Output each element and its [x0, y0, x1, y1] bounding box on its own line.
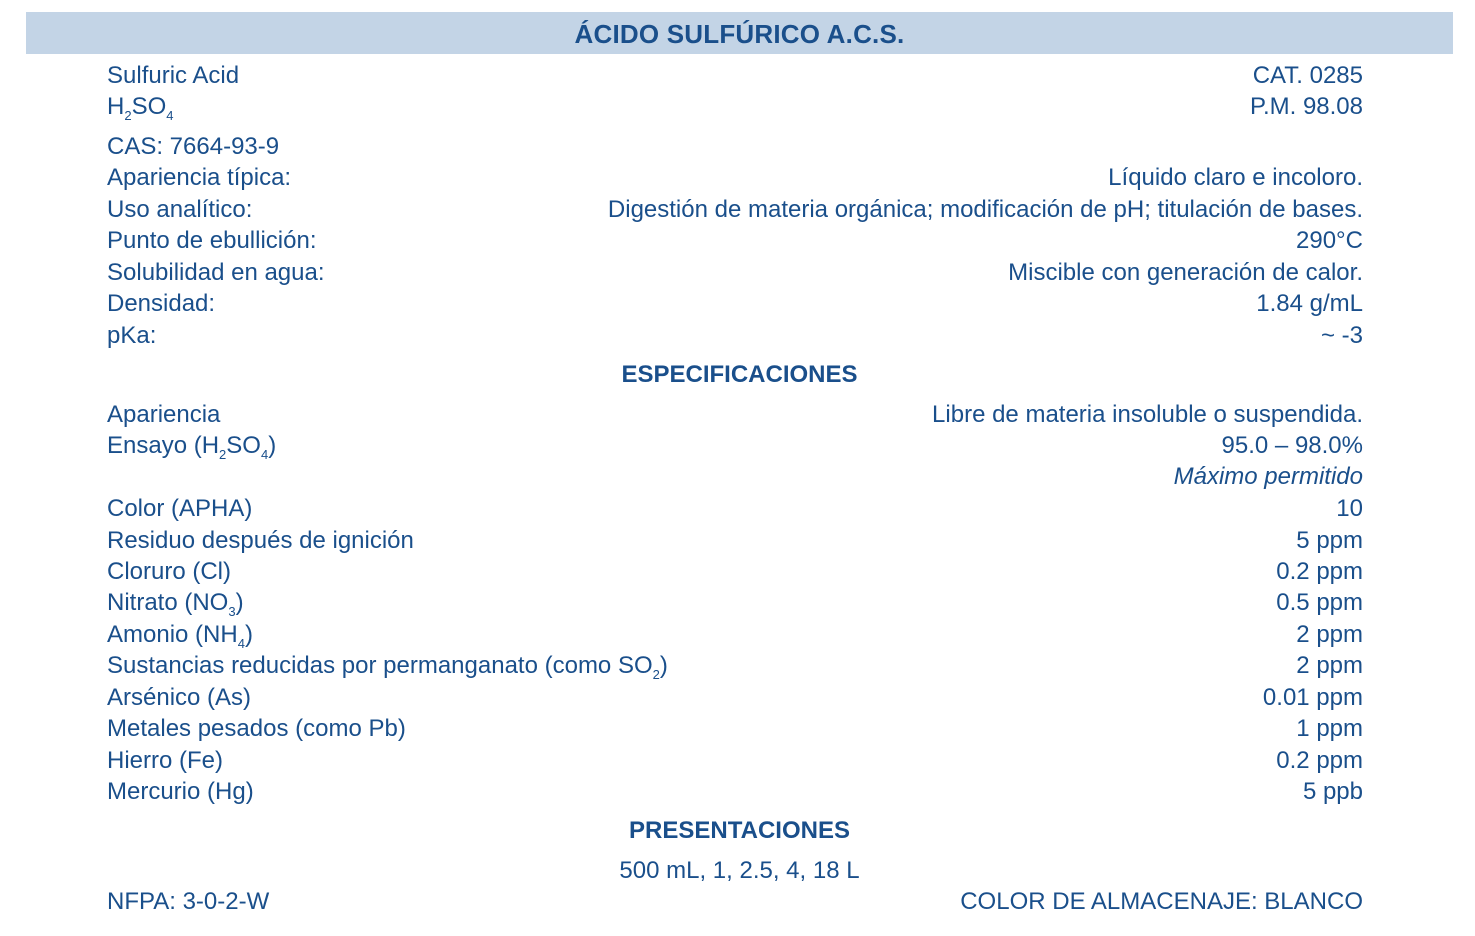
property-label: Solubilidad en agua: — [107, 259, 325, 286]
property-value: ~ -3 — [1320, 322, 1363, 349]
spec-row — [107, 556, 1363, 587]
spec-label: Apariencia — [107, 401, 221, 428]
property-label: Uso analítico: — [107, 196, 253, 223]
spec-row — [107, 650, 1363, 681]
max-permitted-note: Máximo permitido — [1173, 463, 1363, 490]
property-value: Miscible con generación de calor. — [1008, 259, 1363, 286]
property-label: Apariencia típica: — [107, 164, 292, 191]
presentation-sizes: 500 mL, 1, 2.5, 4, 18 L — [619, 857, 860, 884]
spec-value: 0.2 ppm — [1276, 558, 1363, 585]
property-row — [107, 194, 1363, 225]
spec-value: 2 ppm — [1296, 652, 1363, 679]
info-row-formula — [107, 91, 1363, 122]
spec-row — [107, 587, 1363, 618]
molecular-weight: P.M. 98.08 — [1250, 93, 1363, 120]
spec-row — [107, 619, 1363, 650]
spec-value: 0.2 ppm — [1276, 747, 1363, 774]
spec-label: Color (APHA) — [107, 495, 253, 522]
cas-number: CAS: 7664-93-9 — [107, 133, 280, 160]
property-row — [107, 320, 1363, 351]
property-row — [107, 288, 1363, 319]
nfpa-rating: NFPA: 3-0-2-W — [107, 888, 270, 915]
property-value: Digestión de materia orgánica; modificación de pH; titulación de bases. — [607, 196, 1363, 223]
property-label: pKa: — [107, 322, 157, 349]
spec-label: Mercurio (Hg) — [107, 778, 254, 805]
spec-row — [107, 493, 1363, 524]
max-permitted-row — [107, 461, 1363, 492]
spec-value: Libre de materia insoluble o suspendida. — [932, 401, 1363, 428]
spec-label: Ensayo $(H_2SO_4)$ — [107, 432, 277, 462]
property-value: 1.84 g/mL — [1256, 290, 1363, 317]
spec-label: Arsénico (As) — [107, 684, 252, 711]
catalog-number: CAT. 0285 — [1252, 62, 1363, 89]
spec-value: 1 ppm — [1296, 715, 1363, 742]
spec-value: 0.01 ppm — [1262, 684, 1363, 711]
spec-label: Amonio $(NH_4)$ — [107, 621, 253, 651]
spec-row-appearance — [107, 399, 1363, 430]
property-row — [107, 257, 1363, 288]
property-value: 290°C — [1296, 227, 1363, 254]
spec-row — [107, 682, 1363, 713]
spec-row — [107, 745, 1363, 776]
property-label: Punto de ebullición: — [107, 227, 317, 254]
spec-label: Hierro (Fe) — [107, 747, 224, 774]
spec-label: Residuo después de ignición — [107, 527, 414, 554]
spec-row — [107, 776, 1363, 807]
info-row-name — [107, 60, 1363, 91]
spec-value: 0.5 ppm — [1276, 589, 1363, 616]
spec-label: Sustancias reducidas por permanganato (como $SO_2$) — [107, 652, 668, 682]
spec-value: 2 ppm — [1296, 621, 1363, 648]
specifications-heading: ESPECIFICACIONES — [621, 361, 858, 388]
spec-value: 10 — [1336, 495, 1363, 522]
spec-label: Metales pesados (como Pb) — [107, 715, 406, 742]
spec-value: 5 ppm — [1296, 527, 1363, 554]
spec-row-assay — [107, 430, 1363, 461]
chemical-formula: $H_2SO_4$ — [107, 93, 174, 123]
property-value: Líquido claro e incoloro. — [1108, 164, 1363, 191]
footer-row — [107, 886, 1363, 917]
english-name: Sulfuric Acid — [107, 62, 240, 89]
presentations-heading: PRESENTACIONES — [629, 817, 850, 844]
spec-value: 5 ppb — [1302, 778, 1363, 805]
property-label: Densidad: — [107, 290, 216, 317]
spec-row — [107, 713, 1363, 744]
spec-label: Nitrato $(NO_3)$ — [107, 589, 244, 619]
document-title: ÁCIDO SULFÚRICO A.C.S. — [26, 12, 1453, 54]
property-row — [107, 162, 1363, 193]
spec-value: 95.0 – 98.0% — [1221, 432, 1363, 459]
info-row-cas — [107, 131, 1363, 162]
property-row — [107, 225, 1363, 256]
spec-label: Cloruro (Cl) — [107, 558, 232, 585]
storage-color: COLOR DE ALMACENAJE: BLANCO — [960, 888, 1363, 915]
spec-row — [107, 525, 1363, 556]
